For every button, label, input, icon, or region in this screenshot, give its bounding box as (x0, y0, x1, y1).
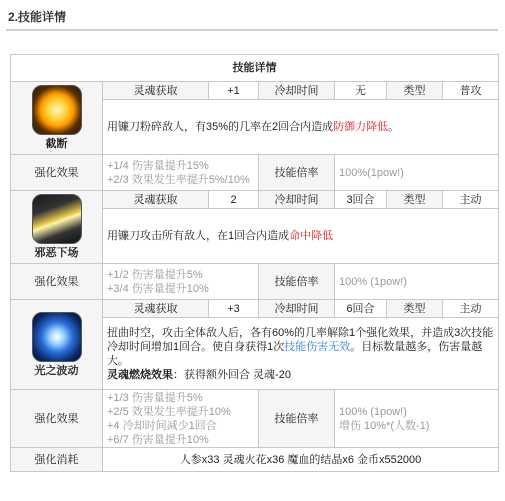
cooldown-value: 6回合 (335, 300, 387, 318)
soul-value: +3 (209, 300, 259, 318)
multiplier-value: 100%(1pow!) (335, 155, 499, 191)
soul-label: 灵魂获取 (103, 82, 209, 100)
cooldown-label: 冷却时间 (259, 82, 335, 100)
cooldown-label: 冷却时间 (259, 300, 335, 318)
enhance-line: +1/4 伤害量提升15% (107, 159, 209, 172)
cooldown-label: 冷却时间 (259, 191, 335, 209)
desc-text: 用镰刀粉碎敌人，有35%的几率在2回合内造成 (107, 121, 334, 134)
skill-name: 邪恶下场 (34, 247, 79, 259)
enhance-label: 强化效果 (11, 155, 103, 191)
scythe-slash-icon (32, 194, 82, 244)
cooldown-value: 3回合 (335, 191, 387, 209)
skill-description (103, 209, 499, 264)
desc-highlight: 命中降低 (289, 230, 334, 243)
soul-burn-label: 灵魂燃烧效果 (107, 368, 173, 381)
desc-text: 扭曲时空，攻击全体敌人后，各有60%的几率解除1个强化效果，并造成3次技能冷却时间增加1回合。使自身获得1次 (107, 326, 494, 353)
multiplier-line: 100% (1pow!) (339, 405, 407, 418)
desc-text: 用镰刀攻击所有敌人，在1回合内造成 (107, 230, 290, 243)
skill-name: 光之波动 (34, 364, 79, 377)
skill-icon-cell (11, 300, 103, 390)
type-value: 主动 (443, 191, 499, 209)
enhance-line: +2/3 效果发生率提升5%/10% (107, 173, 250, 186)
enhance-effects (103, 264, 259, 300)
desc-text: 。目标数量越多，伤害量越大。 (107, 340, 483, 367)
multiplier-value: 100% (1pow!) (335, 264, 499, 300)
soul-label: 灵魂获取 (103, 300, 209, 318)
enhance-line: +3/4 伤害量提升10% (107, 282, 209, 295)
desc-highlight: 技能伤害无效 (284, 340, 351, 353)
desc-text-end: 。 (388, 121, 400, 134)
multiplier-value (335, 390, 499, 448)
skill-description (103, 100, 499, 155)
skill-description (103, 318, 499, 390)
enhance-line: +2/5 效果发生率提升10% (107, 405, 231, 418)
multiplier-label: 技能倍率 (259, 155, 335, 191)
section-divider (6, 29, 498, 31)
skill-detail-table (10, 54, 499, 472)
desc-highlight: 防御力降低 (333, 121, 389, 134)
section-title: 2.技能详情 (8, 10, 67, 24)
enhance-line: +6/7 伤害量提升10% (107, 433, 209, 446)
enhance-label: 强化效果 (11, 264, 103, 300)
multiplier-label: 技能倍率 (259, 390, 335, 448)
enhance-effects (103, 155, 259, 191)
enhance-line: +4 冷却时间减少1回合 (107, 419, 217, 432)
skill-name: 截断 (45, 138, 68, 150)
type-label: 类型 (387, 300, 443, 318)
enhance-line: +1/2 伤害量提升5% (107, 268, 203, 281)
soul-value: +1 (209, 82, 259, 100)
skill-icon-cell (11, 82, 103, 155)
consume-value: 人参x33 灵魂火花x36 魔血的结晶x6 金币x552000 (103, 448, 499, 472)
skill-icon-cell (11, 191, 103, 264)
light-wave-icon (32, 312, 82, 362)
consume-label: 强化消耗 (11, 448, 103, 472)
type-label: 类型 (387, 82, 443, 100)
soul-burn-text: ：获得额外回合 灵魂-20 (173, 368, 291, 381)
golden-orb-icon (32, 85, 82, 135)
enhance-effects (103, 390, 259, 448)
cooldown-value: 无 (335, 82, 387, 100)
enhance-line: +1/3 伤害量提升5% (107, 391, 203, 404)
type-value: 主动 (443, 300, 499, 318)
multiplier-line: 增伤 10%*(人数-1) (339, 419, 430, 432)
table-header: 技能详情 (11, 55, 499, 82)
type-value: 普攻 (443, 82, 499, 100)
enhance-label: 强化效果 (11, 390, 103, 448)
soul-value: 2 (209, 191, 259, 209)
soul-label: 灵魂获取 (103, 191, 209, 209)
multiplier-label: 技能倍率 (259, 264, 335, 300)
type-label: 类型 (387, 191, 443, 209)
